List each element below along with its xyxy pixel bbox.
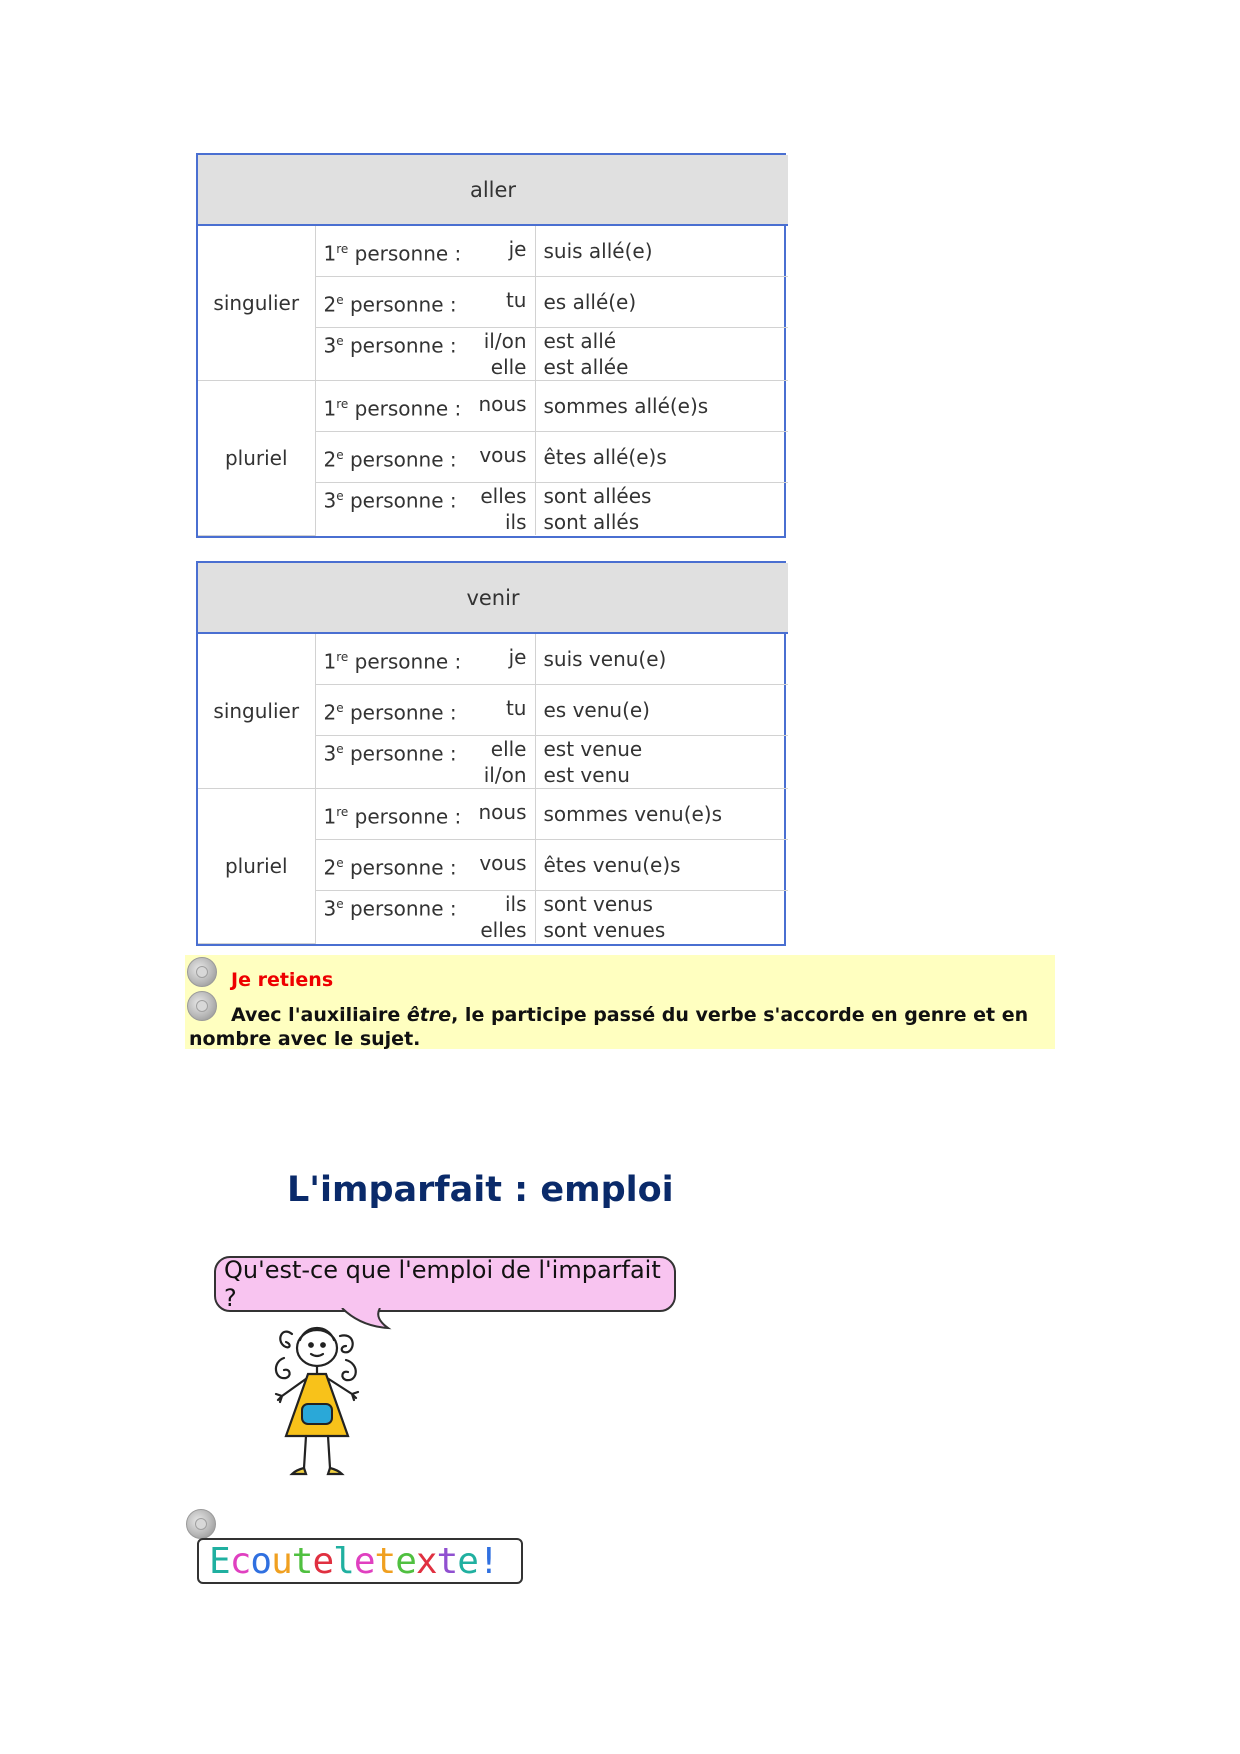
verb-form-cell (535, 789, 788, 840)
retiens-text-before: Avec l'auxiliaire (231, 1004, 407, 1026)
person-ordinal: e (336, 447, 344, 462)
pronoun (509, 236, 527, 267)
pronoun-text: ils (504, 510, 527, 534)
pronoun-text: elles (480, 484, 527, 508)
person-label (324, 644, 527, 675)
pronoun-text: il/on (483, 763, 527, 787)
person-ordinal: e (336, 292, 344, 307)
verb-form: est venu (543, 763, 630, 787)
pronoun-text: vous (479, 442, 527, 467)
pronoun (509, 644, 527, 675)
verb-forms (544, 697, 781, 723)
person-label (324, 236, 527, 267)
person-ordinal: e (336, 855, 344, 870)
speaker-icon[interactable] (186, 1509, 216, 1539)
pronoun (479, 442, 526, 473)
person-cell (315, 381, 535, 432)
number-label: singulier (198, 633, 315, 789)
person-name: 2e personne : (323, 700, 457, 725)
table-row (198, 381, 788, 432)
verb-form: sont venus (543, 892, 653, 916)
pronoun (479, 850, 526, 881)
verb-form: suis allé(e) (543, 239, 653, 263)
pronoun-text: elle (490, 737, 527, 761)
verb-form: sont venues (543, 918, 666, 942)
person-name: 1re personne : (323, 804, 462, 829)
pronoun-text: je (508, 644, 527, 669)
number-label: pluriel (198, 381, 315, 536)
ecoute-letter: E (209, 1540, 230, 1582)
verb-forms (544, 393, 781, 419)
verb-header: aller (198, 155, 788, 225)
number-label: pluriel (198, 789, 315, 944)
person-label (324, 287, 527, 318)
person-cell (315, 685, 535, 736)
pronoun-text: nous (478, 799, 527, 824)
person-label (324, 328, 527, 380)
pronoun (478, 799, 526, 830)
pronoun-text: je (508, 236, 527, 261)
pronoun-text: tu (505, 287, 527, 312)
person-name: 3e personne : (323, 333, 457, 358)
person-name: 3e personne : (323, 896, 457, 921)
ecoute-letter: ! (477, 1540, 499, 1582)
ecoute-letter: t (291, 1540, 313, 1582)
ecoute-letter: u (271, 1540, 292, 1582)
verb-form: es allé(e) (543, 290, 637, 314)
person-ordinal: re (336, 804, 349, 819)
verb-forms (544, 891, 781, 943)
person-ordinal: e (336, 489, 344, 503)
verb-forms (544, 483, 781, 535)
verb-form-cell (535, 633, 788, 685)
person-cell (315, 277, 535, 328)
pronoun-text: elle (490, 355, 527, 379)
ecoute-letter: c (229, 1540, 251, 1582)
pronoun-text: elles (480, 918, 527, 942)
ecoute-letter: e (312, 1540, 334, 1582)
verb-forms (544, 444, 781, 470)
retiens-text-italic: être (406, 1004, 452, 1026)
ecoute-letter: t (436, 1540, 458, 1582)
ecoute-letter: l (333, 1540, 354, 1582)
person-name: 2e personne : (323, 447, 457, 472)
retiens-text-after: , le participe passé du verbe s'accorde en genre et en nombre avec le sujet. (189, 1004, 1029, 1050)
verb-form-cell (535, 685, 788, 736)
verb-form: sommes venu(e)s (543, 802, 723, 826)
person-cell (315, 891, 535, 944)
person-ordinal: re (336, 396, 349, 411)
ecoute-letter: e (395, 1540, 416, 1582)
person-ordinal: re (336, 649, 349, 664)
je-retiens-box (185, 955, 1055, 1049)
ecoute-letter: x (415, 1540, 437, 1582)
verb-form-cell (535, 277, 788, 328)
person-ordinal: e (336, 897, 344, 911)
verb-form: est venue (543, 737, 643, 761)
verb-forms (544, 289, 781, 315)
person-label (324, 391, 527, 422)
pronoun (480, 891, 526, 943)
person-cell (315, 483, 535, 536)
person-label (324, 799, 527, 830)
person-label (324, 850, 527, 881)
person-name: 1re personne : (323, 649, 462, 674)
table-row (198, 225, 788, 277)
table-header-row (198, 563, 788, 633)
pronoun-text: tu (505, 695, 527, 720)
verb-form-cell (535, 840, 788, 891)
person-label (324, 736, 527, 788)
verb-forms (544, 736, 781, 788)
verb-form-cell (535, 381, 788, 432)
ecoute-letter: e (457, 1540, 478, 1582)
pronoun (478, 391, 526, 422)
person-cell (315, 225, 535, 277)
person-ordinal: re (336, 241, 349, 256)
person-label (324, 442, 527, 473)
conjugation-table-venir (196, 561, 786, 946)
person-name: 3e personne : (323, 488, 457, 513)
verb-form: es venu(e) (543, 698, 650, 722)
pronoun (480, 483, 526, 535)
pronoun (484, 328, 527, 380)
verb-form-cell (535, 736, 788, 789)
verb-form: suis venu(e) (543, 647, 667, 671)
pronoun (484, 736, 527, 788)
person-label (324, 483, 527, 535)
verb-form-cell (535, 432, 788, 483)
speaker-icon[interactable] (187, 957, 217, 987)
retiens-title: Je retiens (231, 969, 334, 991)
verb-form: sont allés (543, 510, 640, 534)
conjugation-table (198, 155, 788, 536)
person-cell (315, 736, 535, 789)
person-name: 2e personne : (323, 292, 457, 317)
verb-forms (544, 801, 781, 827)
verb-form: êtes allé(e)s (543, 445, 667, 469)
verb-form-cell (535, 483, 788, 536)
verb-form-cell (535, 225, 788, 277)
speech-bubble: Qu'est-ce que l'emploi de l'imparfait ? (214, 1256, 676, 1312)
verb-forms (544, 852, 781, 878)
retiens-text (189, 1003, 1049, 1051)
table-header-row (198, 155, 788, 225)
verb-header: venir (198, 563, 788, 633)
pronoun (506, 695, 527, 726)
verb-form-cell (535, 328, 788, 381)
verb-form: est allé (543, 329, 617, 353)
ecoute-letter: o (250, 1540, 272, 1582)
ecoute-letter: e (353, 1540, 375, 1582)
verb-form: êtes venu(e)s (543, 853, 681, 877)
person-ordinal: e (336, 742, 344, 756)
person-cell (315, 432, 535, 483)
person-cell (315, 840, 535, 891)
person-name: 1re personne : (323, 396, 462, 421)
person-label (324, 891, 527, 943)
pronoun-text: nous (478, 391, 527, 416)
table-row (198, 789, 788, 840)
person-cell (315, 789, 535, 840)
person-ordinal: e (336, 334, 344, 348)
number-label: singulier (198, 225, 315, 381)
pronoun-text: vous (479, 850, 527, 875)
pronoun (506, 287, 527, 318)
conjugation-table (198, 563, 788, 944)
person-name: 3e personne : (323, 741, 457, 766)
pronoun-text: il/on (483, 329, 527, 353)
person-name: 2e personne : (323, 855, 457, 880)
person-name: 1re personne : (323, 241, 462, 266)
person-cell (315, 328, 535, 381)
verb-form: sont allées (543, 484, 652, 508)
verb-forms (544, 328, 781, 380)
section-heading: L'imparfait : emploi (287, 1170, 674, 1210)
verb-form-cell (535, 891, 788, 944)
girl-illustration (262, 1318, 372, 1478)
verb-forms (544, 646, 781, 672)
ecoute-le-texte-button[interactable] (197, 1538, 523, 1584)
table-row (198, 633, 788, 685)
verb-form: sommes allé(e)s (543, 394, 709, 418)
person-label (324, 695, 527, 726)
person-cell (315, 633, 535, 685)
verb-form: est allée (543, 355, 629, 379)
pronoun-text: ils (504, 892, 527, 916)
ecoute-letter: t (374, 1540, 396, 1582)
person-ordinal: e (336, 700, 344, 715)
conjugation-table-aller (196, 153, 786, 538)
verb-forms (544, 238, 781, 264)
